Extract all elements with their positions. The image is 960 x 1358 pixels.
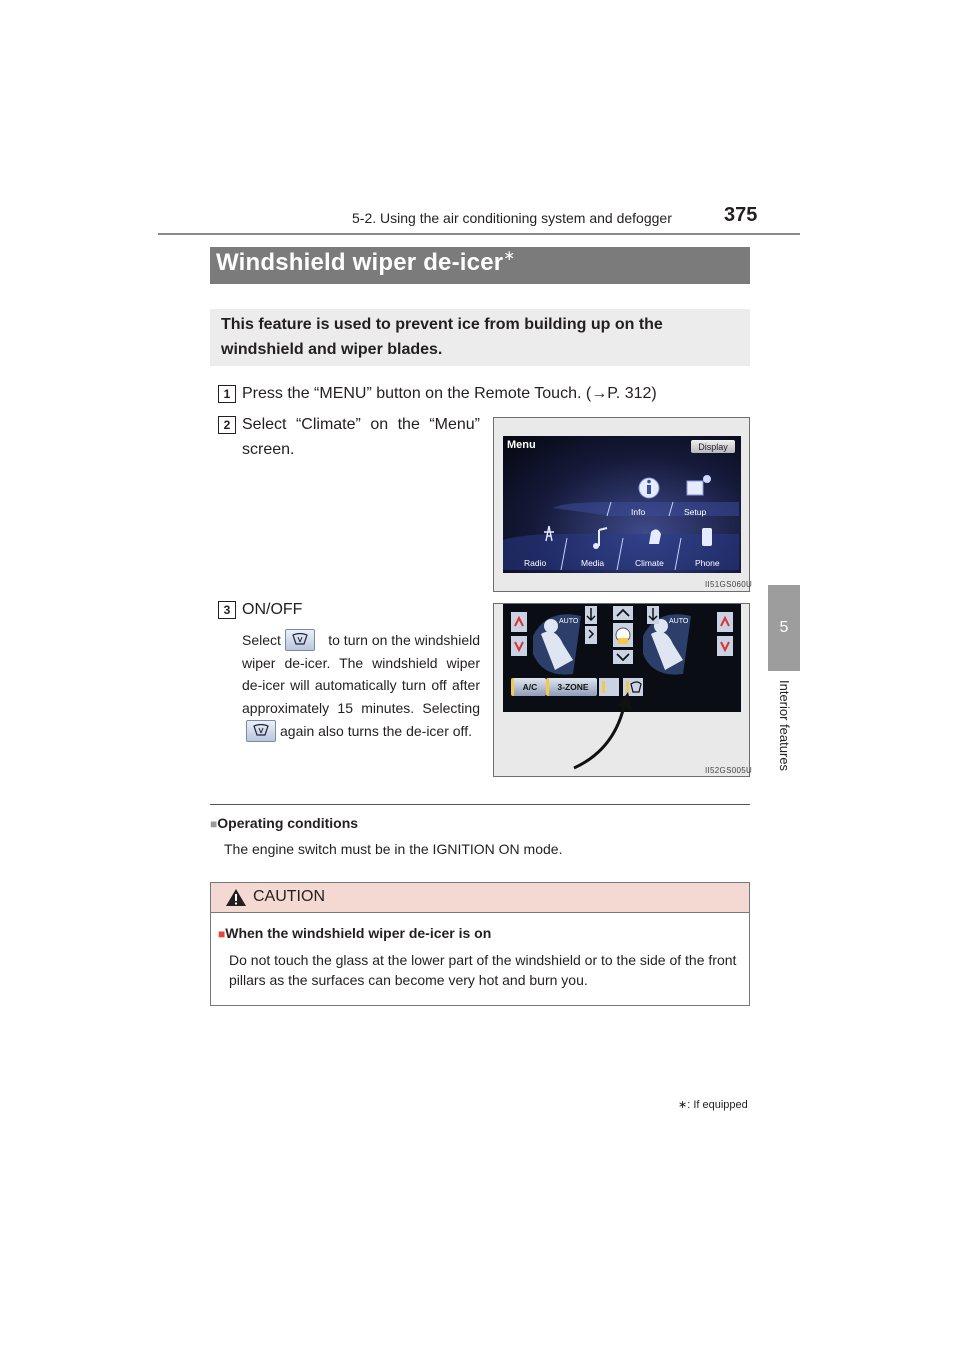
- chapter-title-vertical: [772, 680, 796, 790]
- menu-tiles: [503, 436, 741, 573]
- pointer-arrow: [560, 690, 640, 770]
- caution-heading: [218, 925, 491, 941]
- header-rule: [158, 233, 800, 235]
- heading-text: Windshield wiper de-icer: [216, 249, 504, 276]
- step-3-text: ON/OFF: [242, 601, 303, 618]
- climate-image-code: II52GS005U: [705, 766, 753, 775]
- step-number-3: 3: [218, 601, 236, 619]
- menu-item-media[interactable]: Media: [581, 558, 605, 568]
- caution-text: Do not touch the glass at the lower part of the windshield or to the side of the front pillars as the surfaces can become very hot and burn you.: [229, 952, 737, 988]
- section-rule: [210, 804, 750, 805]
- chapter-tab: [768, 585, 800, 671]
- menu-item-phone[interactable]: Phone: [695, 558, 720, 568]
- conditions-text: The engine switch must be in the IGNITION ON mode.: [224, 841, 563, 857]
- auto-left-label: AUTO: [559, 618, 579, 625]
- page-number: 375: [724, 204, 758, 226]
- display-button[interactable]: Display: [691, 440, 735, 453]
- ac-button[interactable]: A/C: [511, 678, 546, 696]
- footnote-mark: ∗: [678, 1099, 688, 1111]
- intro-box: [210, 309, 750, 366]
- step-2-text-cont: screen.: [242, 441, 295, 458]
- desc-line-1: [242, 629, 480, 652]
- square-bullet: ■: [210, 817, 218, 831]
- step-3-description: [242, 629, 480, 742]
- square-bullet: ■: [218, 927, 226, 941]
- chapter-number: 5: [779, 619, 789, 636]
- footnote: [678, 1098, 748, 1111]
- caution-box: [210, 882, 750, 1006]
- section-title: 5-2. Using the air conditioning system and defogger: [352, 210, 672, 226]
- step-number-1: 1: [218, 385, 236, 403]
- warning-icon: [225, 888, 247, 907]
- caution-heading-text: When the windshield wiper de-icer is on: [225, 925, 492, 941]
- intro-text: This feature is used to prevent ice from building up on the windshield and wiper blades.: [221, 316, 663, 358]
- menu-image-code: II51GS060U: [705, 580, 753, 589]
- step-1-text: Press the “MENU” button on the Remote Touch. (→P. 312): [242, 385, 657, 402]
- desc-line-3: de-icer will automatically turn off after: [242, 677, 480, 694]
- menu-item-climate[interactable]: Climate: [635, 558, 664, 568]
- desc-lead: [242, 629, 319, 652]
- menu-item-info[interactable]: Info: [631, 507, 646, 517]
- step-number-2: 2: [218, 416, 236, 434]
- zone-button[interactable]: 3-ZONE: [546, 678, 597, 696]
- auto-right-label: AUTO: [669, 618, 689, 625]
- desc-line-5-text: again also turns the de-icer off.: [280, 722, 472, 739]
- desc-line-1-text: to turn on the windshield: [328, 632, 480, 648]
- conditions-heading: [210, 815, 358, 831]
- equipped-mark: ∗: [503, 247, 516, 263]
- menu-title: Menu: [507, 439, 536, 451]
- defroster-icon: [285, 629, 315, 651]
- menu-item-radio[interactable]: Radio: [524, 558, 547, 568]
- menu-screen: [503, 436, 741, 573]
- chapter-title: Interior features: [777, 680, 792, 772]
- caution-header: [211, 883, 749, 913]
- desc-line-2: wiper de-icer. The windshield wiper: [242, 654, 480, 671]
- caution-label: CAUTION: [253, 888, 325, 905]
- conditions-heading-text: Operating conditions: [217, 815, 359, 831]
- menu-item-setup[interactable]: Setup: [684, 507, 707, 517]
- desc-line-4: approximately 15 minutes. Selecting: [242, 700, 480, 717]
- desc-line-5: [242, 720, 480, 743]
- select-word: Select: [242, 632, 281, 648]
- title-bar: [210, 247, 750, 284]
- footnote-text: : If equipped: [687, 1099, 748, 1111]
- page-heading: [216, 249, 515, 277]
- defroster-icon: [246, 720, 276, 742]
- step-2-text: Select “Climate” on the “Menu”: [242, 416, 480, 433]
